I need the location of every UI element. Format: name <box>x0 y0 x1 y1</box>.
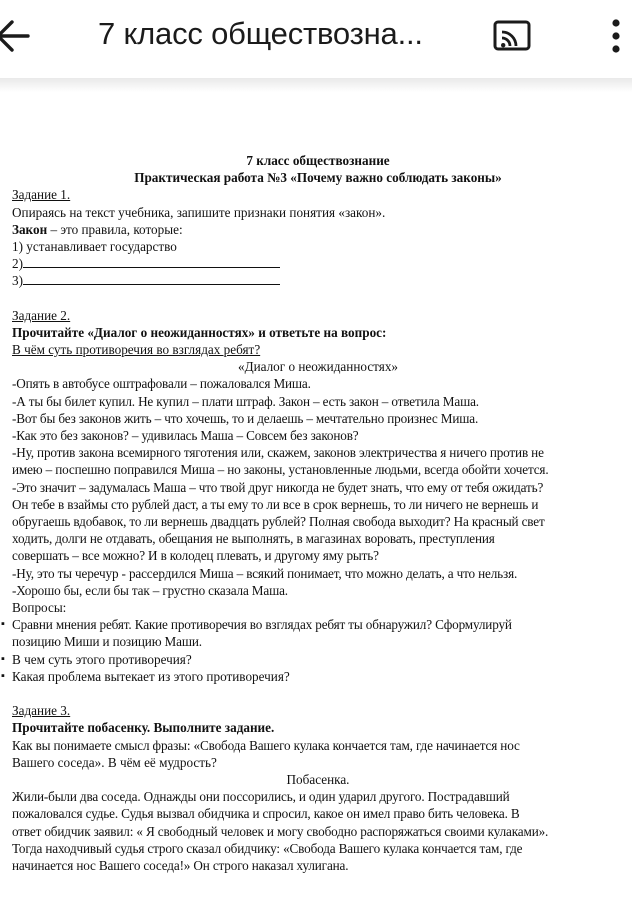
dialog-line: -Это значит – задумалась Маша – что твой друг никогда не будет знать, что ему от тебя ожидать? <box>12 479 544 495</box>
dialog-line: -Хорошо бы, если бы так – грустно сказала Маша. <box>12 582 288 598</box>
task1-item1: 1) устанавливает государство <box>12 239 177 255</box>
doc-header-line1: 7 класс обществознание <box>246 153 390 168</box>
question-1: ▪ Сравни мнения ребят. Какие противоречия во взглядах ребят ты обнаружил? Сформулируй <box>12 616 624 633</box>
definition-rest: – это правила, которые: <box>47 221 183 237</box>
task1-instruction: Опираясь на текст учебника, запишите признаки понятия «закон». <box>12 204 386 220</box>
dialog-line: -Опять в автобусе оштрафовали – пожаловался Миша. <box>12 376 311 392</box>
document-page <box>12 152 624 874</box>
task2-instruction: Прочитайте «Диалог о неожиданностях» и ответьте на вопрос: <box>12 324 387 340</box>
document-title: 7 класс обществозна... <box>98 16 423 51</box>
dialog-line: -Как это без законов? – удивилась Маша – Совсем без законов? <box>12 428 359 444</box>
question-3: ▪ Какая проблема вытекает из этого противоречия? <box>12 668 624 685</box>
story-line: Тогда находчивый судья строго сказал обидчику: «Свобода Вашего кулака кончается там, где <box>12 840 523 856</box>
app-bar-shadow <box>0 78 632 92</box>
arrow-left-icon[interactable] <box>0 14 44 58</box>
story-line: Жили-были два соседа. Однажды они поссорились, и один ударил другого. Пострадавший <box>12 789 510 805</box>
task3-instruction: Прочитайте побасенку. Выполните задание. <box>12 720 275 736</box>
dialog-line: имею – поспешно поправился Миша – но законы, установленные людьми, всегда обойти хочется. <box>12 462 549 478</box>
story-line: ответ обидчик заявил: « Я свободный человек и могу свободно распоряжаться своими кулаками». <box>12 823 549 839</box>
task3-title: Задание 3. <box>12 703 71 719</box>
dialog-title: «Диалог о неожиданностях» <box>237 359 399 375</box>
question-2: ▪ В чем суть этого противоречия? <box>12 651 624 668</box>
dialog-line: обругаешь вдобавок, то ли вернешь двадцать рублей? Полная свобода выходит? На красный свет <box>12 514 545 530</box>
dialog-line: совершать – все можно? И в колодец плевать, и другому яму рыть? <box>12 548 379 564</box>
dialog-line: ходить, долги не отдавать, обещания не выполнять, в магазинах воровать, преступления <box>12 531 495 547</box>
task1-item2-row <box>12 255 624 272</box>
more-vert-icon[interactable] <box>604 14 628 58</box>
question-1-continued: позицию Миши и позицию Маши. <box>12 634 202 650</box>
answer-line <box>23 255 280 268</box>
dialog-line: -Ну, против закона всемирного тяготения или, скажем, законов электричества я ничего против не <box>12 445 544 461</box>
app-bar <box>0 0 632 78</box>
task1-definition <box>12 221 624 238</box>
task1-item3: 3) <box>12 273 23 289</box>
story-line: пожаловался судье. Судья вызвал обидчика и спросил, какое он имел право бить человека. В <box>12 806 520 822</box>
story-title: Побасенка. <box>286 771 350 787</box>
task1-item3-row <box>12 272 624 289</box>
dialog-line: -Вот бы без законов жить – что хочешь, то и делаешь – мечтательно произнес Миша. <box>12 410 479 426</box>
questions-label: Вопросы: <box>12 600 67 616</box>
cast-icon[interactable] <box>490 18 534 54</box>
definition-term: Закон <box>12 221 48 237</box>
story-line: начинается нос Вашего соседа!» Он строго наказал хулигана. <box>12 857 349 873</box>
answer-line <box>23 272 280 285</box>
doc-header-line2: Практическая работа №3 «Почему важно соблюдать законы» <box>134 170 502 186</box>
task1-item2: 2) <box>12 256 23 272</box>
task1-title: Задание 1. <box>12 187 71 203</box>
task2-question: В чём суть противоречия во взглядах ребят? <box>12 342 261 358</box>
task3-question: Как вы понимаете смысл фразы: «Свобода Вашего кулака кончается там, где начинается нос <box>12 737 520 753</box>
dialog-line: -А ты бы билет купил. Не купил – плати штраф. Закон – есть закон – ответила Маша. <box>12 393 479 409</box>
task2-title: Задание 2. <box>12 307 71 323</box>
dialog-line: -Ну, это ты черечур - рассердился Миша – всякий понимает, что можно делать, а что нельзя. <box>12 565 518 581</box>
dialog-line: Он тебе в взаймы сто рублей даст, а ты ему то ли все в срок вернешь, то ли ничего не вернешь и <box>12 496 539 512</box>
task3-question-continued: Вашего соседа». В чём её мудрость? <box>12 754 217 770</box>
